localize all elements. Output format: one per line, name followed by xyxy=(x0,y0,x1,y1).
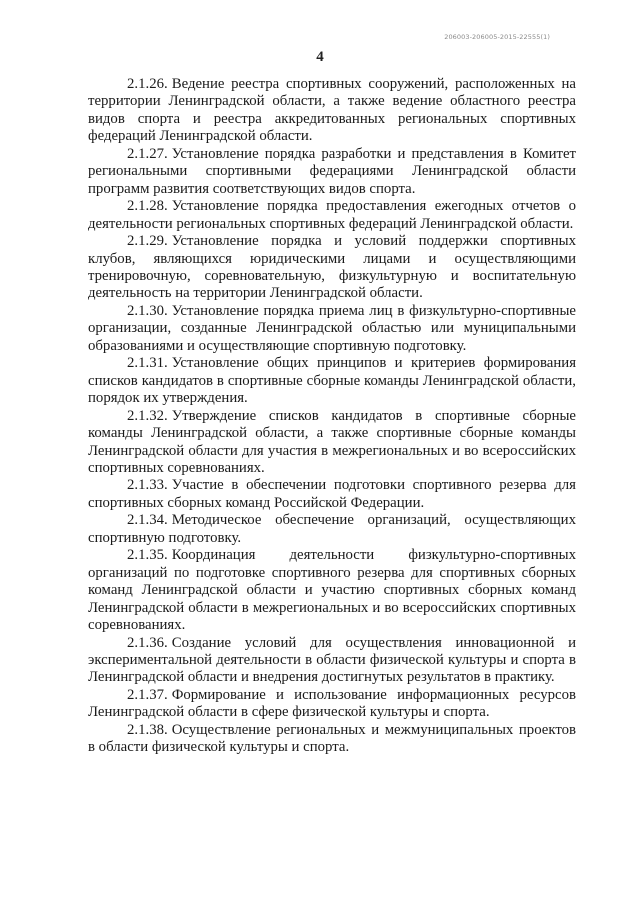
item-number: 2.1.30. xyxy=(127,302,168,319)
document-body xyxy=(88,76,576,757)
item-text: Установление порядка приема лиц в физкультурно-спортивные организации, созданные Ленинградской областью или муниципальными образованиями и осуществляющие спортивную подготовку. xyxy=(88,302,576,354)
item-number: 2.1.35. xyxy=(127,547,168,564)
item-text: Ведение реестра спортивных сооружений, расположенных на территории Ленинградской области, а также ведение областного реестра видов спорта и реестра аккредитованных региональных спортивных федераций Ленинградской области. xyxy=(88,76,576,145)
item-number: 2.1.34. xyxy=(127,512,168,529)
item-text: Методическое обеспечение организаций, осуществляющих спортивную подготовку. xyxy=(88,512,576,546)
item-text: Осуществление региональных и межмуниципальных проектов в области физической культуры и спорта. xyxy=(88,721,576,756)
item-number: 2.1.36. xyxy=(127,634,168,651)
list-item xyxy=(88,198,576,233)
list-item xyxy=(88,635,576,687)
item-text: Создание условий для осуществления инновационной и экспериментальной деятельности в области физической культуры и спорта в Ленинградской области и внедрения достигнутых результатов в практику. xyxy=(88,634,576,686)
document-code: 206003-206005-2015-22555(1) xyxy=(444,33,550,41)
item-text: Установление порядка предоставления ежегодных отчетов о деятельности региональных спортивных федераций Ленинградской области. xyxy=(88,198,576,232)
item-text: Установление порядка и условий поддержки спортивных клубов, являющихся юридическими лицами и осуществляющими тренировочную, соревновательную, физкультурную и воспитательную деятельность на территории Ленинградской области. xyxy=(88,233,576,302)
item-text: Формирование и использование информационных ресурсов Ленинградской области в сфере физической культуры и спорта. xyxy=(88,686,576,721)
list-item xyxy=(88,477,576,512)
item-number: 2.1.31. xyxy=(127,355,168,372)
list-item xyxy=(88,722,576,757)
item-text: Координация деятельности физкультурно-спортивных организаций по подготовке спортивного резерва для спортивных сборных команд Ленинградской области и участию спортивных сборных команд Ленинградской области в межрегиональных и во всероссийских спортивных соревнованиях. xyxy=(88,547,576,634)
list-item xyxy=(88,512,576,547)
item-text: Установление порядка разработки и представления в Комитет региональными спортивными федерациями Ленинградской области программ развития соответствующих видов спорта. xyxy=(88,145,576,197)
item-text: Установление общих принципов и критериев формирования списков кандидатов в спортивные сборные команды Ленинградской области, порядок их утверждения. xyxy=(88,355,576,407)
list-item xyxy=(88,355,576,407)
list-item xyxy=(88,547,576,634)
item-number: 2.1.37. xyxy=(127,686,168,703)
page-number: 4 xyxy=(316,49,324,65)
item-text: Участие в обеспечении подготовки спортивного резерва для спортивных сборных команд Российской Федерации. xyxy=(88,477,576,511)
item-number: 2.1.27. xyxy=(127,145,168,162)
list-item xyxy=(88,146,576,198)
item-number: 2.1.29. xyxy=(127,233,168,250)
item-text: Утверждение списков кандидатов в спортивные сборные команды Ленинградской области, а также спортивные сборные команды Ленинградской области для участия в межрегиональных и во всероссийских спортивных соревнованиях. xyxy=(88,407,576,476)
item-number: 2.1.38. xyxy=(127,721,168,738)
list-item xyxy=(88,233,576,303)
item-number: 2.1.28. xyxy=(127,198,168,215)
list-item xyxy=(88,408,576,478)
list-item xyxy=(88,303,576,355)
item-number: 2.1.26. xyxy=(127,76,168,92)
list-item xyxy=(88,76,576,146)
item-number: 2.1.33. xyxy=(127,477,168,494)
item-number: 2.1.32. xyxy=(127,407,168,424)
list-item xyxy=(88,687,576,722)
